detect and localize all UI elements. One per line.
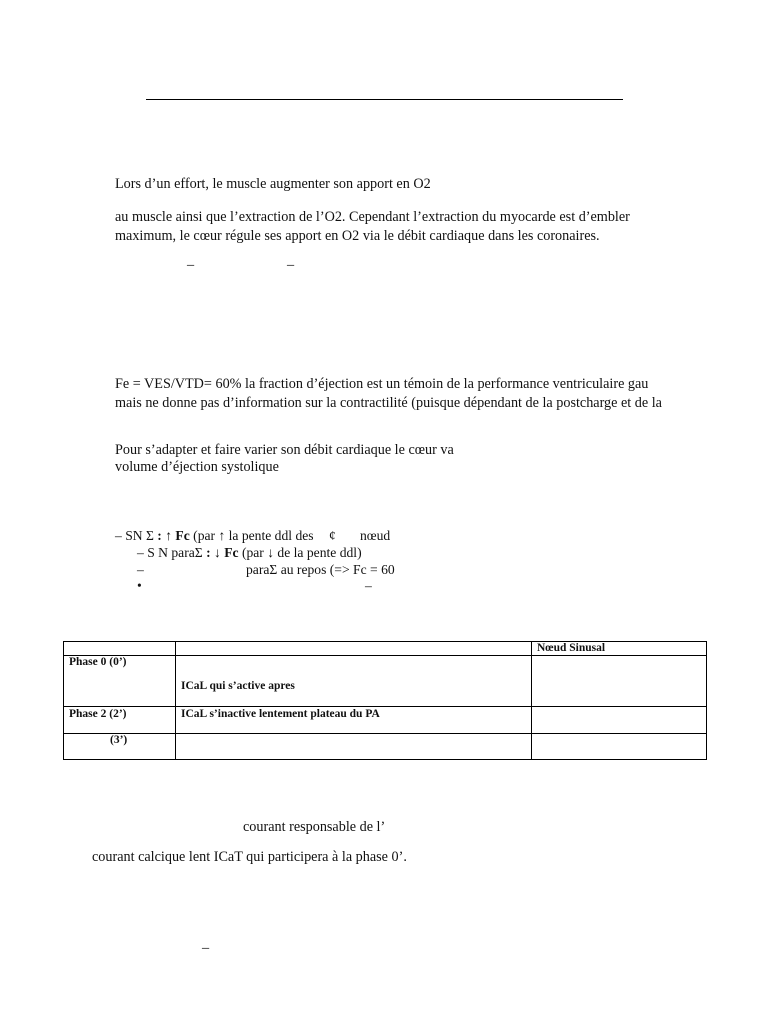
sympathetic-fc: Fc bbox=[175, 528, 190, 543]
effort-dash-b: – bbox=[287, 257, 295, 273]
table-row-phase-0-sinus bbox=[532, 656, 707, 707]
rest-line-text: paraΣ au repos (=> Fc = 60 bbox=[246, 562, 395, 577]
effort-line-2: au muscle ainsi que l’extraction de l’O2. Cependant l’extraction du myocarde est d’embler bbox=[115, 209, 630, 225]
bullet-line-dash: – bbox=[365, 578, 372, 593]
table-row-phase-3-current bbox=[176, 734, 532, 760]
parasympathetic-arrow: ↓ bbox=[210, 545, 225, 560]
footer-line-1: courant responsable de l’ bbox=[243, 819, 386, 835]
table-row-phase-2-current: ICaL s’inactive lentement plateau du PA bbox=[176, 707, 532, 734]
parasympathetic-lead: – S N paraΣ bbox=[137, 545, 207, 560]
ionic-currents-table bbox=[63, 641, 707, 760]
table-header-noeud-sinusal: Nœud Sinusal bbox=[532, 642, 707, 656]
sympathetic-lead: – SN Σ bbox=[115, 528, 158, 543]
ejection-line-1: Fe = VES/VTD= 60% la fraction d’éjection est un témoin de la performance ventriculaire gau bbox=[115, 376, 649, 392]
footer-dash: – bbox=[202, 940, 210, 956]
sympathetic-line bbox=[115, 528, 314, 544]
sympathetic-tail: nœud bbox=[360, 528, 391, 543]
sympathetic-arrow: ↑ bbox=[161, 528, 176, 543]
effort-dash-a: – bbox=[187, 257, 195, 273]
parasympathetic-line bbox=[137, 545, 362, 561]
table-row-phase-3-label: (3’) bbox=[64, 734, 176, 760]
table-row-phase-3-sinus bbox=[532, 734, 707, 760]
header-rule bbox=[146, 99, 623, 100]
table-row-phase-2-sinus bbox=[532, 707, 707, 734]
effort-line-1: Lors d’un effort, le muscle augmenter son apport en O2 bbox=[115, 176, 431, 192]
rest-line-dash: – bbox=[137, 562, 144, 577]
bullet-mark: • bbox=[137, 578, 142, 593]
parasympathetic-rest: (par ↓ de la pente ddl) bbox=[238, 545, 362, 560]
sympathetic-colon: : bbox=[157, 528, 162, 543]
table-row-phase-0-label: Phase 0 (0’) bbox=[64, 656, 176, 707]
adaptation-line-2: volume d’éjection systolique bbox=[115, 459, 279, 475]
table-row-phase-0-current: ICaL qui s’active apres bbox=[176, 656, 532, 707]
parasympathetic-fc: Fc bbox=[224, 545, 239, 560]
table-header-cell-1 bbox=[64, 642, 176, 656]
parasympathetic-colon: : bbox=[206, 545, 211, 560]
footer-line-2: courant calcique lent ICaT qui participera à la phase 0’. bbox=[92, 849, 407, 865]
adaptation-line-1: Pour s’adapter et faire varier son débit cardiaque le cœur va bbox=[115, 442, 454, 458]
sympathetic-rest: (par ↑ la pente ddl des bbox=[189, 528, 314, 543]
table-row-phase-2-label: Phase 2 (2’) bbox=[64, 707, 176, 734]
table-header-cell-2 bbox=[176, 642, 532, 656]
effort-line-3: maximum, le cœur régule ses apport en O2 via le débit cardiaque dans les coronaires. bbox=[115, 228, 600, 244]
sympathetic-symbol: ¢ bbox=[329, 528, 336, 543]
ejection-line-2: mais ne donne pas d’information sur la contractilité (puisque dépendant de la postcharge et de la bbox=[115, 395, 662, 411]
